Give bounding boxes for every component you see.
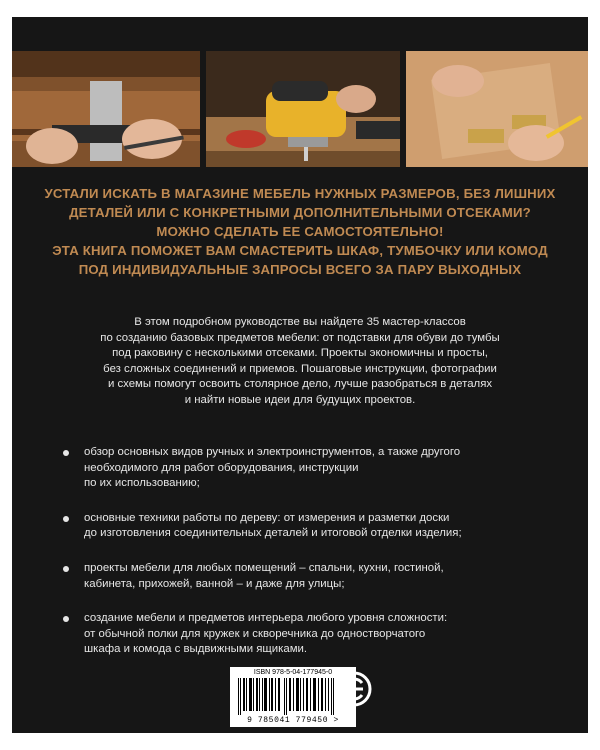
feature-list [60,445,560,658]
barcode-bars-icon [238,678,334,715]
feature-list-item [60,445,560,492]
hinge-photo [406,51,588,167]
headline-line: МОЖНО СДЕЛАТЬ ЕЕ САМОСТОЯТЕЛЬНО! [156,224,444,239]
feature-line: необходимого для работ оборудования, инструкции [84,461,359,474]
intro-line: под раковину с несколькими отсеками. Проекты экономичны и просты, [112,347,488,360]
jigsaw-photo [206,51,400,167]
intro-line: В этом подробном руководстве вы найдете 35 мастер-классов [134,316,466,328]
feature-line: от обычной полки для кружек и скворечника до одностворчатого [84,627,426,640]
intro-paragraph [12,315,588,409]
bullet-dot-icon [63,450,69,456]
feature-list-item [60,611,560,658]
feature-line: создание мебели и предметов интерьера любого уровня сложности: [84,612,448,625]
headline-line: ЭТА КНИГА ПОМОЖЕТ ВАМ СМАСТЕРИТЬ ШКАФ, ТУМБОЧКУ ИЛИ КОМОД [52,243,548,258]
intro-line: и схемы помогут освоить столярное дело, лучше разобраться в деталях [107,378,493,391]
ean-digits: 9 785041 779450 > [247,716,339,725]
feature-line: до изготовления соединительных деталей и итоговой отделки изделия; [84,527,462,540]
bullet-dot-icon [63,616,69,622]
bullet-dot-icon [63,516,69,522]
feature-line: по их использованию; [84,477,200,490]
publisher-e-logo-icon [336,671,372,707]
back-cover [12,17,588,733]
isbn-label: ISBN 978-5-04-177945-0 [253,669,333,676]
headline [12,184,588,279]
photo-strip [12,51,588,167]
headline-line: ДЕТАЛЕЙ ИЛИ С КОНКРЕТНЫМИ ДОПОЛНИТЕЛЬНЫМИ ОТСЕКАМИ? [69,205,531,220]
bullet-dot-icon [63,566,69,572]
headline-line: ПОД ИНДИВИДУАЛЬНЫЕ ЗАПРОСЫ ВСЕГО ЗА ПАРУ ВЫХОДНЫХ [78,262,522,277]
feature-line: кабинета, прихожей, ванной – и даже для улицы; [84,577,345,590]
feature-list-item [60,561,560,592]
headline-line: УСТАЛИ ИСКАТЬ В МАГАЗИНЕ МЕБЕЛЬ НУЖНЫХ РАЗМЕРОВ, БЕЗ ЛИШНИХ [44,186,556,201]
intro-line: по созданию базовых предметов мебели: от подставки для обуви до тумбы [100,331,500,344]
feature-line: шкафа и комода с выдвижными ящиками. [84,643,308,656]
feature-line: основные техники работы по дереву: от измерения и разметки доски [84,511,450,524]
feature-line: проекты мебели для любых помещений – спальни, кухни, гостиной, [84,561,444,574]
intro-line: и найти новые идеи для будущих проектов. [184,393,416,406]
marking-board-photo [12,51,200,167]
feature-line: обзор основных видов ручных и электроинструментов, а также другого [84,446,461,458]
intro-line: без сложных соединений и приемов. Пошаговые инструкции, фотографии [103,362,497,375]
feature-list-item [60,511,560,542]
